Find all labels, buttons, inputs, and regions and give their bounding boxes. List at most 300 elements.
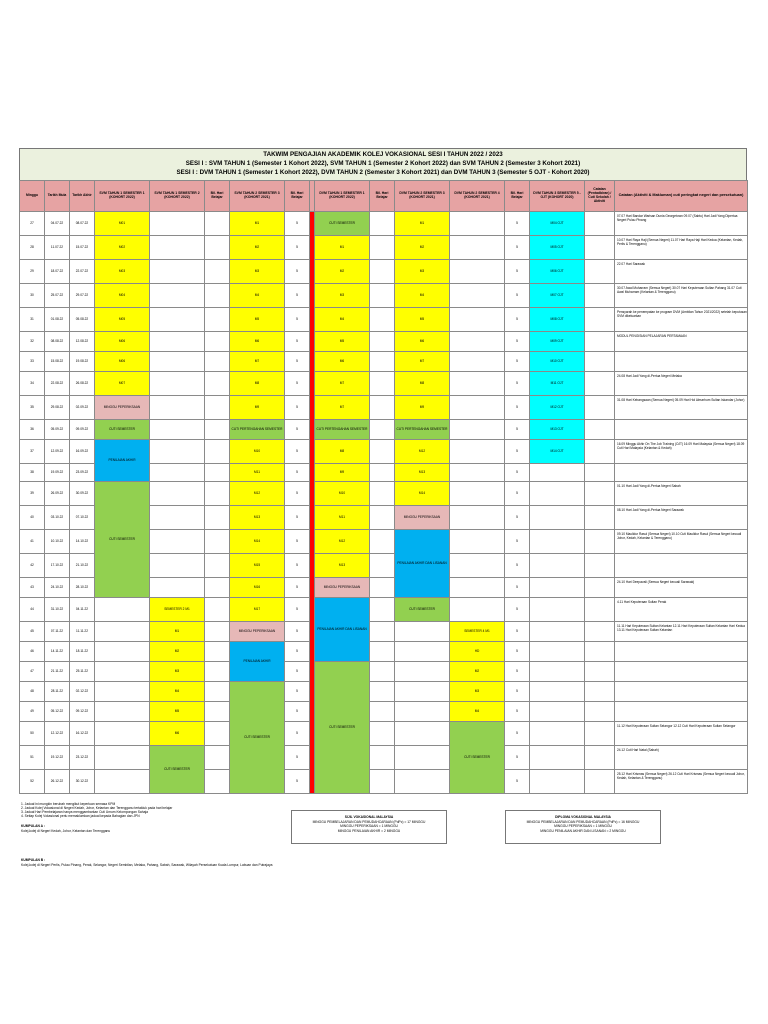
week-number: 39 [20,482,45,506]
svm1-cell: CUTI SEMESTER [95,482,150,598]
catatan-note [615,420,748,440]
catatan-admin [585,598,615,622]
bil-hari-2: 5 [285,682,310,702]
col-svm1: SVM TAHUN 1 SEMESTER 1 (KOHORT 2022) [95,181,150,212]
end-date: 15.07.22 [70,236,95,260]
start-date: 03.10.22 [45,506,70,530]
dvm1-cell: MINGGU PEPERIKSAAN [315,578,370,598]
svm1s2-cell-empty [150,236,205,260]
bil-hari-1 [205,622,230,642]
svm2-cell: M16 [230,578,285,598]
bil-hari-2: 5 [285,722,310,746]
start-date: 28.11.22 [45,682,70,702]
col-catatan-2: Catatan (Aktiviti & Makluman) cuti peringkat negeri dan persekutuan) [615,181,748,212]
start-date: 11.07.22 [45,236,70,260]
svm1-cell-empty [95,746,150,770]
footnote-4: 4. Setiap Kolej Vokasional perlu memaklumkan jadual kepada Bahagian dan JPN [21,814,140,818]
bil-hari-1 [205,702,230,722]
bil-hari-3 [370,236,395,260]
catatan-note [615,682,748,702]
dvm2s4-cell-empty [450,554,505,578]
week-number: 52 [20,770,45,794]
footnote-1: 1. Jadual ini mungkin berubah mengikut keperluan semasa KPM [21,802,116,806]
start-date: 08.08.22 [45,332,70,352]
bil-hari-2: 5 [285,284,310,308]
bil-hari-3 [370,530,395,554]
bil-hari-4: 5 [505,702,530,722]
catatan-note [615,464,748,482]
dvm1-cell: M4 [315,308,370,332]
col-bil-4: Bil. Hari Belajar [505,181,530,212]
dvm3-cell-empty [530,682,585,702]
week-row [20,260,748,284]
bil-hari-4: 5 [505,420,530,440]
calendar-title [19,148,747,180]
dvm2s4-cell-empty [450,506,505,530]
dvm2-cell: M1 [395,212,450,236]
dvm3-cell-empty [530,722,585,746]
catatan-admin [585,622,615,642]
bil-hari-1 [205,598,230,622]
start-date: 07.11.22 [45,622,70,642]
bil-hari-4: 5 [505,530,530,554]
bil-hari-2: 5 [285,464,310,482]
dvm-summary-line-1: MINGGU PEMBELAJARAN DAN PEMUDAHCARAAN (PdPc) = 16 MINGGU [526,819,640,824]
bil-hari-4: 5 [505,482,530,506]
dvm3-cell: M04 OJT [530,212,585,236]
dvm2-cell: CUTI PERTENGAHAN SEMESTER [395,420,450,440]
week-row [20,642,748,662]
week-number: 43 [20,578,45,598]
end-date: 12.08.22 [70,332,95,352]
week-row [20,372,748,396]
bil-hari-4: 5 [505,236,530,260]
dvm2-cell: M9 [395,396,450,420]
bil-hari-2: 5 [285,506,310,530]
week-row [20,662,748,682]
catatan-admin [585,746,615,770]
bil-hari-3 [370,372,395,396]
bil-hari-1 [205,308,230,332]
catatan-note [615,642,748,662]
svm1-cell: PENILAIAN AKHIR [95,440,150,482]
catatan-note: 24.08 Hari Jadi Yang di-Pertua Negeri Melaka [615,372,748,396]
catatan-admin [585,440,615,464]
dvm3-cell: M12 OJT [530,396,585,420]
dvm1-cell: CUTI SEMESTER [315,662,370,794]
bil-hari-1 [205,722,230,746]
svm1s2-cell-empty [150,440,205,464]
bil-hari-3 [370,622,395,642]
bil-hari-1 [205,420,230,440]
catatan-note: 24.12 Cuti Hari Natal (Sabah) [615,746,748,770]
dvm-summary-line-3: MINGGU PENILAIAN AKHIR DAN LISANAN = 2 MINGGU [540,828,626,833]
bil-hari-3 [370,308,395,332]
bil-hari-2: 5 [285,352,310,372]
end-date: 30.09.22 [70,482,95,506]
bil-hari-2: 5 [285,482,310,506]
dvm-summary-line-2: MINGGU PEPERIKSAAN = 1 MINGGU [554,824,612,829]
svm1-cell-empty [95,642,150,662]
dvm3-cell-empty [530,482,585,506]
bil-hari-4: 5 [505,332,530,352]
svm1s2-cell: M6 [150,722,205,746]
bil-hari-2: 5 [285,770,310,794]
bil-hari-4: 5 [505,396,530,420]
start-date: 05.12.22 [45,702,70,722]
catatan-admin [585,372,615,396]
catatan-note: 09.10 Maulidur Rasul (Semua Negeri) 10.10 Cuti Maulidur Rasul (Semua Negeri kecuali Johor, Kedah, Kelantan & Terengganu) [615,530,748,554]
start-date: 17.10.22 [45,554,70,578]
bil-hari-2: 5 [285,420,310,440]
svm2-cell: M15 [230,554,285,578]
catatan-note [615,352,748,372]
bil-hari-4: 5 [505,622,530,642]
dvm2s4-cell: M2 [450,662,505,682]
end-date: 23.12.22 [70,746,95,770]
dvm2s4-cell-empty [450,440,505,464]
catatan-admin [585,352,615,372]
bil-hari-2: 5 [285,578,310,598]
week-row [20,440,748,464]
dvm2s4-cell: M3 [450,682,505,702]
svm2-cell: M11 [230,464,285,482]
bil-hari-2: 5 [285,372,310,396]
catatan-admin [585,554,615,578]
dvm2s4-cell-empty [450,530,505,554]
bil-hari-4: 5 [505,642,530,662]
bil-hari-2: 5 [285,622,310,642]
dvm3-cell-empty [530,530,585,554]
week-row [20,212,748,236]
week-number: 51 [20,746,45,770]
catatan-admin [585,260,615,284]
svm1s2-cell-empty [150,372,205,396]
dvm2s4-cell: HD [450,642,505,662]
week-number: 27 [20,212,45,236]
title-line-2: SESI I : SVM TAHUN 1 (Semester 1 Kohort 2022), SVM TAHUN 1 (Semester 2 Kohort 2022) dan SVM TAHUN 2 (Semester 3 Kohort 2021) [185,159,581,167]
dvm2-cell-empty [395,746,450,770]
week-number: 32 [20,332,45,352]
svm1s2-cell-empty [150,284,205,308]
svm-summary-line-3: MINGGU PENILAIAN AKHIR = 2 MINGGU [337,828,401,833]
svm1-cell: M06 [95,352,150,372]
svm1s2-cell-empty [150,260,205,284]
svm2-cell: M9 [230,396,285,420]
start-date: 31.10.22 [45,598,70,622]
start-date: 18.07.22 [45,260,70,284]
dvm1-cell: PENILAIAN AKHIR DAN LISANAN [315,598,370,662]
col-bil-3: Bil. Hari Belajar [370,181,395,212]
svm2-cell: M4 [230,284,285,308]
bil-hari-1 [205,212,230,236]
svm2-cell: PENILAIAN AKHIR [230,642,285,682]
svm1s2-cell: CUTI SEMESTER [150,746,205,794]
svm1s2-cell: M3 [150,662,205,682]
bil-hari-3 [370,770,395,794]
dvm1-cell: M9 [315,464,370,482]
start-date: 24.10.22 [45,578,70,598]
dvm3-cell-empty [530,554,585,578]
bil-hari-3 [370,682,395,702]
dvm2s4-cell-empty [450,236,505,260]
dvm1-cell: M10 [315,482,370,506]
dvm3-cell-empty [530,662,585,682]
bil-hari-3 [370,722,395,746]
dvm3-cell: M07 OJT [530,284,585,308]
svm2-cell: M3 [230,260,285,284]
col-bil-2: Bil. Hari Belajar [285,181,310,212]
svm1-cell-empty [95,662,150,682]
end-date: 09.12.22 [70,702,95,722]
svm2-cell: M7 [230,352,285,372]
dvm2s4-cell-empty [450,260,505,284]
col-svm2: SVM TAHUN 2 SEMESTER 3 (KOHORT 2021) [230,181,285,212]
catatan-admin [585,420,615,440]
week-number: 30 [20,284,45,308]
catatan-note: 22.07 Hari Sarawak [615,260,748,284]
bil-hari-2: 5 [285,598,310,622]
catatan-admin [585,284,615,308]
svm1s2-cell-empty [150,308,205,332]
dvm2s4-cell-empty [450,308,505,332]
col-dvm3: DVM TAHUN 3 SEMESTER 5 - OJT (KOHORT 2020) [530,181,585,212]
dvm2-cell: M8 [395,372,450,396]
dvm2-cell-empty [395,662,450,682]
bil-hari-3 [370,482,395,506]
bil-hari-2: 5 [285,212,310,236]
bil-hari-1 [205,464,230,482]
bil-hari-1 [205,332,230,352]
svm1-cell: M05 [95,308,150,332]
svm-summary-title: SIJIL VOKASIONAL MALAYSIA [344,815,394,819]
catatan-admin [585,482,615,506]
bil-hari-1 [205,662,230,682]
dvm3-cell-empty [530,598,585,622]
week-number: 35 [20,396,45,420]
bil-hari-3 [370,746,395,770]
bil-hari-1 [205,352,230,372]
dvm3-cell: M06 OJT [530,260,585,284]
bil-hari-1 [205,530,230,554]
svm1-cell-empty [95,622,150,642]
bil-hari-3 [370,554,395,578]
bil-hari-3 [370,284,395,308]
dvm1-cell: M3 [315,284,370,308]
bil-hari-2: 5 [285,332,310,352]
catatan-admin [585,722,615,746]
bil-hari-4: 5 [505,554,530,578]
kumpulan-a-text: Kolej-kolej di Negeri Kedah, Johor, Kelantan dan Terengganu [21,829,111,833]
dvm3-cell: M10 OJT [530,352,585,372]
dvm2s4-cell-empty [450,420,505,440]
calendar-table [19,180,748,794]
svm1s2-cell: M1 [150,622,205,642]
bil-hari-2: 5 [285,662,310,682]
bil-hari-4: 5 [505,212,530,236]
dvm2s4-cell-empty [450,578,505,598]
start-date: 04.07.22 [45,212,70,236]
svm2-cell: M2 [230,236,285,260]
start-date: 29.08.22 [45,396,70,420]
bil-hari-2: 5 [285,440,310,464]
week-number: 38 [20,464,45,482]
dvm1-cell: CUTI PERTENGAHAN SEMESTER [315,420,370,440]
bil-hari-1 [205,396,230,420]
dvm2-cell-empty [395,770,450,794]
dvm2-cell: MINGGU PEPERIKSAAN [395,506,450,530]
catatan-admin [585,682,615,702]
catatan-note [615,554,748,578]
end-date: 07.10.22 [70,506,95,530]
bil-hari-4: 5 [505,662,530,682]
end-date: 23.09.22 [70,464,95,482]
catatan-admin [585,212,615,236]
dvm3-cell-empty [530,702,585,722]
svm1s2-cell-empty [150,332,205,352]
end-date: 09.09.22 [70,420,95,440]
catatan-note: 07.07 Hari Bandar Warisan Dunia Georgetown 09.07 (Sabtu) Hari Jadi Yang Dipertua Negeri Pulau Pinang [615,212,748,236]
bil-hari-1 [205,682,230,702]
end-date: 16.09.22 [70,440,95,464]
start-date: 25.07.22 [45,284,70,308]
bil-hari-3 [370,464,395,482]
dvm2-cell: M4 [395,284,450,308]
dvm2-cell: PENILAIAN AKHIR DAN LISANAN [395,530,450,598]
svm1-cell-empty [95,598,150,622]
week-row [20,396,748,420]
start-date: 26.12.22 [45,770,70,794]
col-tarikh-akhir: Tarikh Akhir [70,181,95,212]
svm2-cell: M6 [230,332,285,352]
svm1s2-cell: M2 [150,642,205,662]
catatan-note: 25.12 Hari Krismas (Semua Negeri) 26.12 Cuti Hari Krismas (Semua Negeri kecuali Johor, Kedah, Kelantan & Terengganu) [615,770,748,794]
bil-hari-1 [205,578,230,598]
dvm2-cell: M3 [395,260,450,284]
dvm2s4-cell-empty [450,396,505,420]
svm1-cell: M01 [95,212,150,236]
svm2-cell: CUTI PERTENGAHAN SEMESTER [230,420,285,440]
catatan-admin [585,464,615,482]
bil-hari-1 [205,482,230,506]
dvm2-cell: M13 [395,464,450,482]
catatan-admin [585,662,615,682]
dvm2s4-cell-empty [450,284,505,308]
dvm3-cell: M09 OJT [530,332,585,352]
bil-hari-2: 5 [285,746,310,770]
bil-hari-1 [205,372,230,396]
svm2-cell: M13 [230,506,285,530]
week-number: 36 [20,420,45,440]
catatan-admin [585,308,615,332]
week-row [20,598,748,622]
start-date: 21.11.22 [45,662,70,682]
bil-hari-3 [370,598,395,622]
start-date: 19.12.22 [45,746,70,770]
svm1s2-cell-empty [150,578,205,598]
svm1s2-cell-empty [150,212,205,236]
catatan-note: 24.10 Hari Deepavali (Semua Negeri kecuali Sarawak) [615,578,748,598]
dvm-summary-title: DIPLOMA VOKASIONAL MALAYSIA [555,815,611,819]
dvm2s4-cell-empty [450,212,505,236]
bil-hari-3 [370,506,395,530]
end-date: 04.11.22 [70,598,95,622]
week-number: 33 [20,352,45,372]
catatan-admin [585,642,615,662]
week-row [20,236,748,260]
week-number: 47 [20,662,45,682]
svm1-cell: M02 [95,236,150,260]
dvm3-cell: M08 OJT [530,308,585,332]
col-svm1-s2: SVM TAHUN 1 SEMESTER 2 (KOHORT 2022) [150,181,205,212]
bil-hari-1 [205,506,230,530]
dvm2s4-cell-empty [450,598,505,622]
catatan-admin [585,506,615,530]
dvm2-cell-empty [395,682,450,702]
col-dvm2-s4: DVM TAHUN 2 SEMESTER 4 (KOHORT 2021) [450,181,505,212]
bil-hari-4: 5 [505,352,530,372]
dvm2s4-cell-empty [450,372,505,396]
dvm2s4-cell: M4 [450,702,505,722]
svm1-cell-empty [95,702,150,722]
end-date: 08.07.22 [70,212,95,236]
bil-hari-3 [370,578,395,598]
svm2-cell: M5 [230,308,285,332]
week-number: 29 [20,260,45,284]
end-date: 30.12.22 [70,770,95,794]
bil-hari-3 [370,440,395,464]
catatan-admin [585,770,615,794]
end-date: 22.07.22 [70,260,95,284]
week-row [20,482,748,506]
bil-hari-3 [370,352,395,372]
title-line-1: TAKWIM PENGAJIAN AKADEMIK KOLEJ VOKASIONAL SESI I TAHUN 2022 / 2023 [263,151,503,158]
bil-hari-4: 5 [505,598,530,622]
bil-hari-4: 5 [505,284,530,308]
dvm2-cell: M6 [395,332,450,352]
bil-hari-3 [370,420,395,440]
svm1s2-cell-empty [150,352,205,372]
header-row [20,181,748,212]
catatan-note: 4.11 Hari Keputeraan Sultan Perak [615,598,748,622]
kumpulan-b-title: KUMPULAN B : [21,858,46,862]
start-date: 19.09.22 [45,464,70,482]
col-dvm1: DVM TAHUN 1 SEMESTER 1 (KOHORT 2022) [315,181,370,212]
dvm1-cell: CUTI SEMESTER [315,212,370,236]
week-number: 50 [20,722,45,746]
catatan-admin [585,702,615,722]
dvm1-cell: M1 [315,236,370,260]
week-number: 37 [20,440,45,464]
dvm3-cell-empty [530,578,585,598]
title-line-3: SESI I : DVM TAHUN 1 (Semester 1 Kohort 2022), DVM TAHUN 2 (Semester 3 Kohort 2021) dan DVM TAHUN 3 (Semester 5 OJT - Kohort 2020) [176,168,590,176]
catatan-note: MODUL PENGISIAN PELAJARAN PERTAMAAN [615,332,748,352]
dvm3-cell-empty [530,746,585,770]
dvm3-cell-empty [530,464,585,482]
dvm-summary-box [505,810,661,844]
bil-hari-3 [370,702,395,722]
bil-hari-4: 5 [505,578,530,598]
svm1s2-cell-empty [150,464,205,482]
dvm3-cell-empty [530,770,585,794]
week-number: 28 [20,236,45,260]
dvm2s4-cell-empty [450,464,505,482]
catatan-note: 30.07 Awal Muharram (Semua Negeri) 30.07 Hari Keputeraan Sultan Pahang 31.07 Cuti Awal Muharram (Kelantan & Terengganu) [615,284,748,308]
week-number: 46 [20,642,45,662]
week-row [20,622,748,642]
bil-hari-1 [205,770,230,794]
dvm2s4-cell: SEMESTER 4 M1 [450,622,505,642]
